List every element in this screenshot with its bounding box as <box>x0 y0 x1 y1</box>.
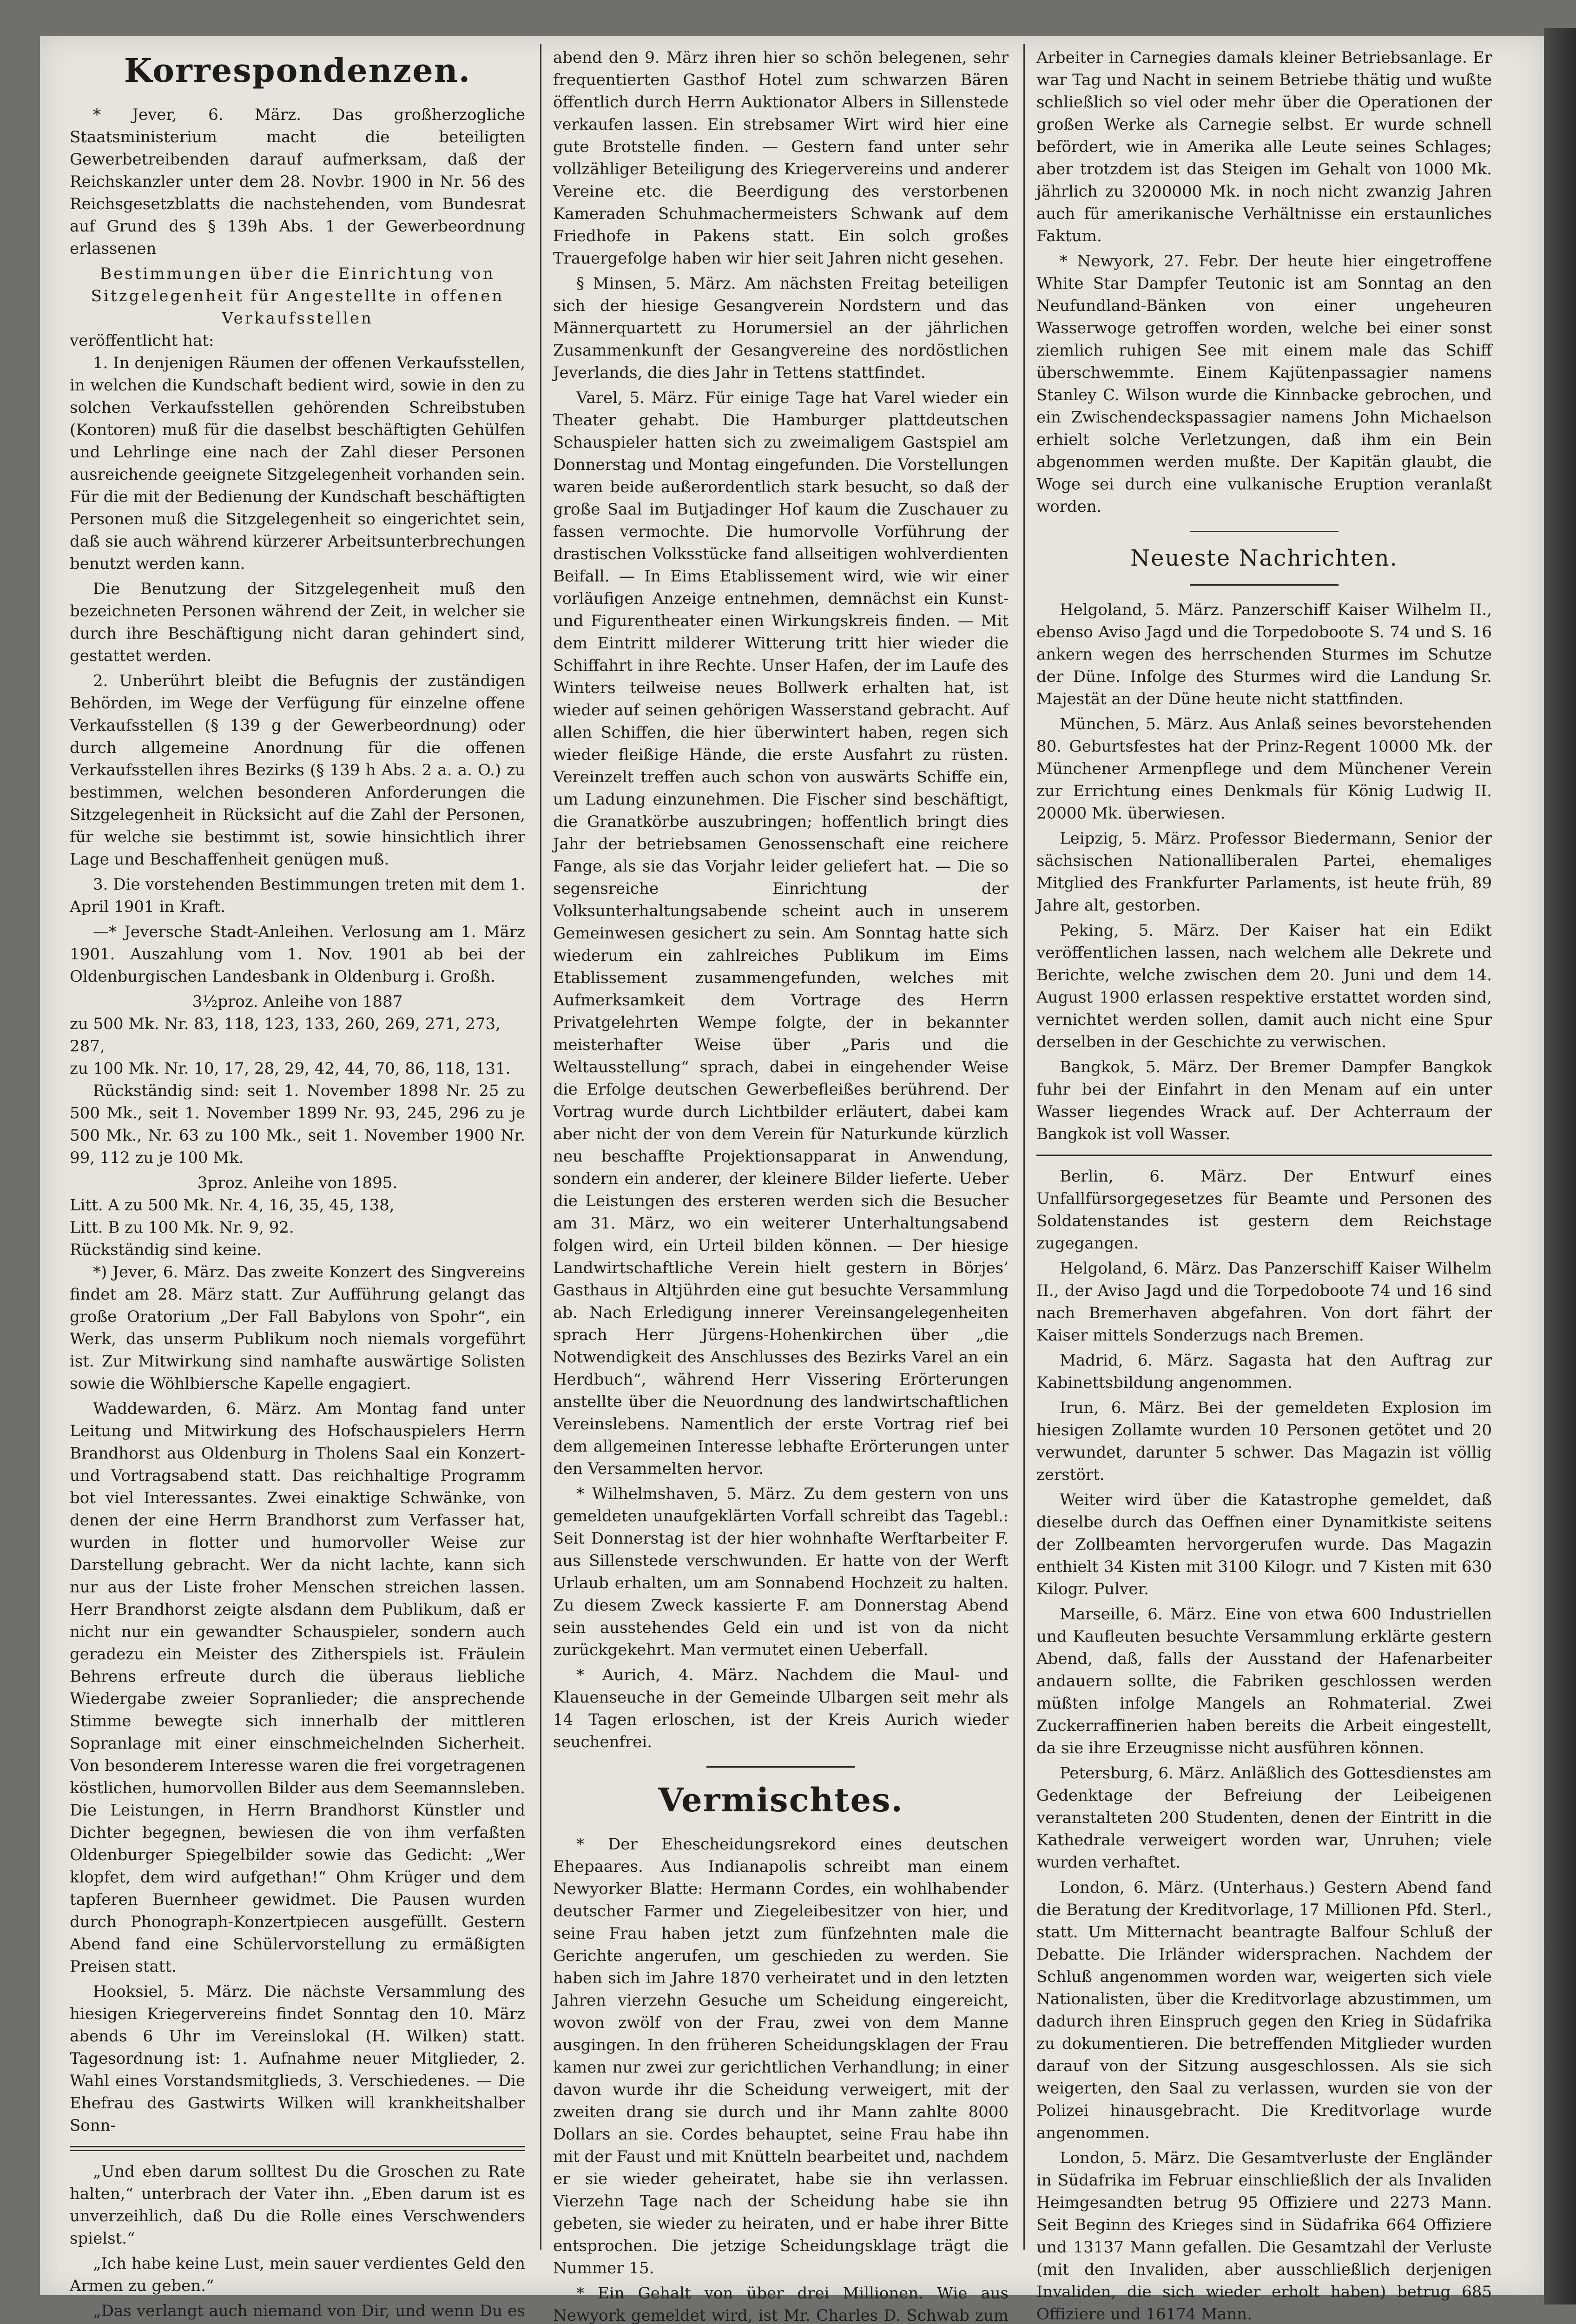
news-item: Weiter wird über die Katastrophe gemeldet, daß dieselbe durch das Oeffnen einer Dynamitkiste seitens der Zollbeamten hervorgerufen wurde. Das Magazin enthielt 34 Kisten mit 3100 Kilogr. und 7 Kisten mit 630 Kilogr. Pulver. <box>1036 1491 1492 1598</box>
loan-line: zu 100 Mk. Nr. 10, 17, 28, 29, 42, 44, 70, 86, 118, 131. <box>70 1059 511 1078</box>
feuilleton-rule <box>70 2146 525 2151</box>
news-item: Peking, 5. März. Der Kaiser hat ein Edikt veröffentlichen lassen, nach welchem alle Dekrete und Berichte, welche zwischen dem 20. Juni und dem 14. August 1900 erlassen respektive erstattet worden sind, vernichtet werden sollen, damit auch nicht eine Spur derselben in der Geschichte zu verwischen. <box>1036 921 1492 1051</box>
column-rule-2 <box>1023 44 1025 2250</box>
loan-line: Litt. A zu 500 Mk. Nr. 4, 16, 35, 45, 138, <box>70 1196 395 1215</box>
news-item: Bangkok, 5. März. Der Bremer Dampfer Bangkok fuhr bei der Einfahrt in den Menam auf ein unter Wasser liegendes Wrack auf. Der Achterraum der Bangkok ist voll Wasser. <box>1036 1058 1492 1143</box>
story-paragraph: „Das verlangt auch niemand von Dir, und wenn Du es <box>93 2302 525 2320</box>
news-item: Helgoland, 5. März. Panzerschiff Kaiser Wilhelm II., ebenso Aviso Jagd und die Torpedoboote S. 74 und S. 16 ankern wegen des herrschenden Sturmes im Schutze der Düne. Infolge des Sturmes wird die Landung Sr. Majestät an der Düne heute nicht stattfinden. <box>1036 601 1492 708</box>
article-paragraph: 3. Die vorstehenden Bestimmungen treten mit dem 1. April 1901 in Kraft. <box>70 875 525 916</box>
article-paragraph: Hooksiel, 5. März. Die nächste Versammlung des hiesigen Kriegervereins findet Sonntag den 10. März abends 6 Uhr im Vereinslokal (H. Wilken) statt. Tagesordnung ist: 1. Aufnahme neuer Mitglieder, 2. Wahl eines Vorstandsmitglieds, 3. Verschiedenes. — Die Ehefrau des Gastwirts Wilken will krankheitshalber Sonn- <box>70 1982 525 2135</box>
news-divider <box>1036 1155 1492 1156</box>
section-divider <box>706 1766 855 1768</box>
news-item: Leipzig, 5. März. Professor Biedermann, Senior der sächsischen Nationalliberalen Partei, ehemaliges Mitglied des Frankfurter Parlaments, ist heute früh, 89 Jahre alt, gestorben. <box>1036 829 1492 915</box>
article-paragraph: Varel, 5. März. Für einige Tage hat Varel wieder ein Theater gehabt. Die Hamburger plattdeutschen Schauspieler hatten sich zu zweimaligem Gastspiel am Donnerstag und Montag eingefunden. Die Vorstellungen waren beide außerordentlich stark besucht, so daß der große Saal im Butjadinger Hof kaum die Zuschauer zu fassen vermochte. Die humorvolle Vorführung der drastischen Volksstücke fand allseitigen wohlverdienten Beifall. — In Eims Etablissement wird, wie wir einer vorläufigen Anzeige entnehmen, demnächst ein Kunst- und Figurentheater einen Wirkungskreis finden. — Mit dem Eintritt milderer Witterung tritt hier wieder die Schiffahrt in ihre Rechte. Unser Hafen, der im Laufe des Winters teilweise neues Bollwerk erhalten hat, ist wieder auf seinen gehörigen Wasserstand gebracht. Auf allen Schiffen, die hier überwintert haben, regen sich wieder fleißige Hände, die erste Ausfahrt zu rüsten. Vereinzelt treffen auch schon von auswärts Schiffe ein, um Ladung einzunehmen. Die Fischer sind beschäftigt, die Granatkörbe auszubringen; hoffentlich bringt dies Jahr der betriebsamen Genossenschaft eine reichere Fange, als sie das Vorjahr leider geliefert hat. — Die so segensreiche Einrichtung der Volksunterhaltungsabende scheint auch in unserem Gemeinwesen gesichert zu sein. Am Sonntag hatte sich wiederum ein zahlreiches Publikum im Eims Etablissement zusammengefunden, welches mit Aufmerksamkeit dem Vortrage des Herrn Privatgelehrten Wempe folgte, der in bekannter meisterhafter Weise über „Paris und die Weltausstellung“ sprach, dabei in eingehender Weise die Erfolge deutschen Gewerbefleißes berührend. Der Vortrag wurde durch Lichtbilder erläutert, dabei kam aber nicht der von dem Verein für Naturkunde kürzlich neu beschaffte Projektionsapparat in Anwendung, sondern ein anderer, der kleinere Bilder lieferte. Ueber die Leistungen des ersteren werden sich die Besucher am 31. März, wo ein weiterer Unterhaltungsabend folgen wird, ein Urteil bilden können. — Der hiesige Landwirtschaftliche Verein hielt gestern in Börjes’ Gasthaus in Altjührden eine gut besuchte Versammlung ab. Nach Erledigung innerer Vereinsangelegenheiten sprach Herr Jürgens-Hohenkirchen über „die Notwendigkeit des Anschlusses des Bezirks Varel an ein Herdbuch“, während Herr Vissering Erörterungen anstellte über die Neuordnung des landwirtschaftlichen Vereinslebens. Namentlich der erste Vortrag rief bei dem allgemeinen Interesse lebhafte Erörterungen unter den Versammelten hervor. <box>553 389 1009 1478</box>
page-edge <box>1544 28 1576 2304</box>
loan-title: 3½proz. Anleihe von 1887 <box>192 992 403 1011</box>
article-paragraph: § Minsen, 5. März. Am nächsten Freitag beteiligen sich der hiesige Gesangverein Nordstern und das Männerquartett zu Horumersiel an der jährlichen Zusammenkunft der Gesangvereine des nordöstlichen Jeverlands, die dies Jahr in Tettens stattfindet. <box>553 274 1009 382</box>
news-item: Madrid, 6. März. Sagasta hat den Auftrag zur Kabinettsbildung angenommen. <box>1036 1351 1492 1392</box>
loan-title: 3proz. Anleihe von 1895. <box>197 1174 398 1192</box>
article-paragraph: Arbeiter in Carnegies damals kleiner Betriebsanlage. Er war Tag und Nacht in seinem Betriebe thätig und wußte schließlich so viel oder mehr über die Operationen der großen Werke als Carnegie selbst. Er wurde schnell befördert, wie in Amerika alle Leute seines Schlages; aber trotzdem ist das Steigen im Gehalt von 1000 Mk. jährlich zu 3200000 Mk. in noch nicht zwanzig Jahren auch für amerikanische Verhältnisse ein erstaunliches Faktum. <box>1036 48 1492 245</box>
news-item: Marseille, 6. März. Eine von etwa 600 Industriellen und Kaufleuten besuchte Versammlung erklärte gestern Abend, daß, falls der Ausstand der Hafenarbeiter andauern sollte, die Fabriken geschlossen werden müßten infolge Mangels an Rohmaterial. Zwei Zuckerraffinerien haben bereits die Arbeit eingestellt, da sie ihre Erzeugnisse nicht ausführen können. <box>1036 1605 1492 1757</box>
article-paragraph: Rückständig sind: seit 1. November 1898 Nr. 25 zu 500 Mk., seit 1. November 1899 Nr. 93, 245, 296 zu je 500 Mk., Nr. 63 zu 100 Mk., seit 1. November 1900 Nr. 99, 112 zu je 100 Mk. <box>70 1082 525 1167</box>
article-paragraph: * Ein Gehalt von über drei Millionen. Wie aus Newyork gemeldet wird, ist Mr. Charles D. Schwab zum <box>553 2284 1009 2324</box>
news-item: London, 6. März. (Unterhaus.) Gestern Abend fand die Beratung der Kreditvorlage, 17 Millionen Pfd. Sterl., statt. Um Mitternacht beantragte Balfour Schluß der Debatte. Die Irländer widersprachen. Nachdem der Schluß angenommen worden war, weigerten sich viele Nationalisten, über die Kreditvorlage abzustimmen, um dadurch ihren Einspruch gegen den Krieg in Südafrika zu dokumentieren. Die betreffenden Mitglieder wurden darauf von der Sitzung ausgeschlossen. Als sie sich weigerten, den Saal zu verlassen, wurden sie von der Polizei hinausgebracht. Die Kreditvorlage wurde angenommen. <box>1036 1878 1492 2142</box>
news-item: London, 5. März. Die Gesamtverluste der Engländer in Südafrika im Februar einschließlich der als Invaliden Heimgesandten betrug 95 Offiziere und 2273 Mann. Seit Beginn des Krieges sind in Südafrika 664 Offiziere und 13137 Mann gefallen. Die Gesamtzahl der Verluste (mit den Invaliden, aber ausschließlich derjenigen Invaliden, die sich wieder erholt haben) betrug 685 Offiziere und 16174 Mann. <box>1036 2149 1492 2324</box>
article-paragraph: 2. Unberührt bleibt die Befugnis der zuständigen Behörden, im Wege der Verfügung für einzelne offene Verkaufsstellen (§ 139 g der Gewerbeordnung) oder durch allgemeine Anordnung für die offenen Verkaufsstellen ihres Bezirks (§ 139 h Abs. 2 a. a. O.) zu bestimmen, welchen besonderen Anforderungen die Sitzgelegenheit in Rücksicht auf die Zahl der Personen, für welche sie bestimmt ist, sowie hinsichtlich ihrer Lage und Beschaffenheit genügen muß. <box>70 672 525 869</box>
article-paragraph: Waddewarden, 6. März. Am Montag fand unter Leitung und Mitwirkung des Hofschauspielers Herrn Brandhorst aus Oldenburg in Tholens Saal ein Konzert- und Vortragsabend statt. Das reichhaltige Programm bot viel Interessantes. Zwei einaktige Schwänke, von denen der eine Herrn Brandhorst zum Verfasser hat, wurden in flotter und humorvoller Weise zur Darstellung gebracht. Wer da nicht lachte, kann sich nur aus der Liste froher Menschen streichen lassen. Herr Brandhorst zeigte alsdann dem Publikum, daß er nicht nur ein gewandter Schauspieler, sondern auch geradezu ein Meister des Zitherspiels ist. Fräulein Behrens erfreute durch die überaus liebliche Wiedergabe zweier Sopranlieder; die ansprechende Stimme bewegte sich innerhalb der mittleren Sopranlage mit einer einschmeichelnden Sicherheit. Von besonderem Interesse waren die frei vorgetragenen köstlichen, humorvollen Bilder aus dem Seemannsleben. Die Leistungen, in Herrn Brandhorst Künstler und Dichter begegnen, bewiesen die von ihm verfaßten Oldenburger Spiegelbilder sowie das Gedicht: „Wer klopfet, dem wird aufgethan!“ Ohm Krüger und dem tapferen Buernheer gewidmet. Die Pausen wurden durch Phonograph-Konzertpiecen ausgefüllt. Gestern Abend fand eine Schülervorstellung zu ermäßigten Preisen statt. <box>70 1400 525 1976</box>
article-paragraph: * Der Ehescheidungsrekord eines deutschen Ehepaares. Aus Indianapolis schreibt man einem Newyorker Blatte: Hermann Cordes, ein wohlhabender deutscher Farmer und Ziegeleibesitzer von hier, und seine Frau haben jetzt zum fünfzehnten male die Gerichte angerufen, um geschieden zu werden. Sie haben sich im Jahre 1870 verheiratet und in den letzten Jahren vierzehn Gesuche um Scheidung eingereicht, wovon zwölf von der Frau, zwei von dem Manne ausgingen. In den früheren Scheidungsklagen der Frau kamen nur zwei zur gerichtlichen Verhandlung; in einer davon wurde ihr die Scheidung verweigert, mit der zweiten drang sie durch und ihr Mann zahlte 8000 Dollars an sie. Cordes behauptet, seine Frau habe ihn mit der Faust und mit Knütteln bearbeitet und, nachdem er sie wieder geheiratet, habe sie ihn verlassen. Vierzehn Tage nach der Scheidung habe sie ihn gebeten, sie wieder zu heiraten, und er habe ihrer Bitte entsprochen. Die jetzige Scheidungsklage trägt die Nummer 15. <box>553 1835 1009 2278</box>
regulation-title: Bestimmungen über die Einrichtung von Sitzgelegenheit für Angestellte in offenen Verkaufsstellen <box>91 264 504 328</box>
article-paragraph: —* Jeversche Stadt-Anleihen. Verlosung am 1. März 1901. Auszahlung vom 1. Nov. 1901 ab bei der Oldenburgischen Landesbank in Oldenburg i. Großh. <box>70 923 525 986</box>
article-paragraph: *) Jever, 6. März. Das zweite Konzert des Singvereins findet am 28. März statt. Zur Aufführung gelangt das große Oratorium „Der Fall Babylons von Spohr“, ein Werk, das unserm Publikum noch niemals vorgeführt ist. Zur Mitwirkung sind namhafte auswärtige Solisten sowie die Wöhlbiersche Kapelle engagiert. <box>70 1263 525 1393</box>
column-3 <box>1036 46 1492 2324</box>
article-paragraph: 1. In denjenigen Räumen der offenen Verkaufsstellen, in welchen die Kundschaft bedient wird, sowie in den zu solchen Verkaufsstellen gehörenden Schreibstuben (Kontoren) muß für die daselbst beschäftigten Gehülfen und Lehrlinge eine nach der Zahl dieser Personen ausreichende geeignete Sitzgelegenheit vorhanden sein. Für die mit der Bedienung der Kundschaft beschäftigten Personen muß die Sitzgelegenheit so eingerichtet sein, daß sie auch während kürzerer Arbeitsunterbrechungen benutzt werden kann. <box>70 354 525 573</box>
section-heading-korrespondenzen: Korrespondenzen. <box>124 51 471 90</box>
section-heading-neueste-nachrichten: Neueste Nachrichten. <box>1130 545 1398 571</box>
article-paragraph: abend den 9. März ihren hier so schön belegenen, sehr frequentierten Gasthof Hotel zum schwarzen Bären öffentlich durch Herrn Auktionator Albers in Sillenstede verkaufen lassen. Ein strebsamer Wirt wird hier eine gute Brotstelle finden. — Gestern fand unter sehr vollzähliger Beteiligung des Kriegervereins und anderer Vereine etc. die Beerdigung des verstorbenen Kameraden Schuhmachermeisters Schwank auf dem Friedhofe in Pakens statt. Ein solch großes Trauergefolge haben wir hier seit Jahren nicht gesehen. <box>553 48 1009 268</box>
loan-line: zu 500 Mk. Nr. 83, 118, 123, 133, 260, 269, 271, 273, 287, <box>70 1015 501 1056</box>
section-heading-vermischtes: Vermischtes. <box>658 1781 903 1819</box>
story-paragraph: „Und eben darum solltest Du die Groschen zu Rate halten,“ unterbrach der Vater ihn. „Eben darum ist es unverzeihlich, daß Du die Rolle eines Verschwenders spielst.“ <box>70 2162 525 2248</box>
loan-line: Litt. B zu 100 Mk. Nr. 9, 92. <box>70 1218 294 1237</box>
news-item: Petersburg, 6. März. Anläßlich des Gottesdienstes am Gedenktage der Befreiung der Leibeigenen veranstalteten 200 Studenten, denen der Eintritt in die Kathedrale verweigert worden war, Unruhen; viele wurden verhaftet. <box>1036 1764 1492 1872</box>
news-item: Irun, 6. März. Bei der gemeldeten Explosion im hiesigen Zollamte wurden 10 Personen getötet und 20 verwundet, darunter 5 schwer. Das Magazin ist völlig zerstört. <box>1036 1399 1492 1484</box>
section-divider <box>1190 531 1339 532</box>
column-rule-1 <box>540 44 541 2250</box>
news-item: Helgoland, 6. März. Das Panzerschiff Kaiser Wilhelm II., der Aviso Jagd und die Torpedoboote 74 und 16 sind nach Bremerhaven abgefahren. Von dort fährt der Kaiser mittels Sonderzugs nach Bremen. <box>1036 1259 1492 1345</box>
article-paragraph: * Jever, 6. März. Das großherzogliche Staatsministerium macht die beteiligten Gewerbetreibenden darauf aufmerksam, daß der Reichskanzler unter dem 28. Novbr. 1900 in Nr. 56 des Reichsgesetzblatts die nachstehenden, vom Bundesrat auf Grund des § 139h Abs. 1 der Gewerbeordnung erlassenen <box>70 106 525 258</box>
news-item: Berlin, 6. März. Der Entwurf eines Unfallfürsorgegesetzes für Beamte und Personen des Soldatenstandes ist gestern dem Reichstage zugegangen. <box>1036 1167 1492 1253</box>
column-1 <box>70 46 525 2320</box>
loan-line: Rückständig sind keine. <box>70 1241 262 1259</box>
article-paragraph: * Aurich, 4. März. Nachdem die Maul- und Klauenseuche in der Gemeinde Ulbargen seit mehr als 14 Tagen erloschen, ist der Kreis Aurich wieder seuchenfrei. <box>553 1666 1009 1751</box>
article-paragraph: veröffentlicht hat: <box>70 331 214 350</box>
column-2 <box>553 46 1009 2324</box>
news-item: München, 5. März. Aus Anlaß seines bevorstehenden 80. Geburtsfestes hat der Prinz-Regent 10000 Mk. der Münchener Armenpflege und dem Münchener Verein zur Errichtung eines Denkmals für König Ludwig II. 20000 Mk. überwiesen. <box>1036 715 1492 823</box>
section-divider <box>1190 584 1339 586</box>
article-paragraph: Die Benutzung der Sitzgelegenheit muß den bezeichneten Personen während der Zeit, in welcher sie durch ihre Beschäftigung nicht daran gehindert sind, gestattet werden. <box>70 580 525 665</box>
article-paragraph: * Wilhelmshaven, 5. März. Zu dem gestern von uns gemeldeten unaufgeklärten Vorfall schreibt das Tagebl.: Seit Donnerstag ist der hier wohnhafte Werftarbeiter F. aus Sillenstede verschwunden. Er hatte von der Werft Urlaub erhalten, um am Sonnabend Hochzeit zu halten. Zu diesem Zweck kassierte F. am Donnerstag Abend sein ausstehendes Geld ein und ist von da nicht zurückgekehrt. Man vermutet einen Ueberfall. <box>553 1485 1009 1659</box>
article-paragraph: * Newyork, 27. Febr. Der heute hier eingetroffene White Star Dampfer Teutonic ist am Sonntag an den Neufundland-Bänken von einer ungeheuren Wasserwoge getroffen worden, welche bei einer sonst ziemlich ruhigen See mit einem male das Schiff überschwemmte. Einem Kajütenpassagier namens Stanley C. Wilson wurde die Kinnbacke gebrochen, und ein Zwischendeckspassagier namens John Michaelson erhielt solche Verletzungen, daß ihm ein Bein abgenommen werden mußte. Der Kapitän glaubt, die Woge sei durch eine vulkanische Eruption veranlaßt worden. <box>1036 252 1492 516</box>
story-paragraph: „Ich habe keine Lust, mein sauer verdientes Geld den Armen zu geben.“ <box>70 2254 525 2295</box>
